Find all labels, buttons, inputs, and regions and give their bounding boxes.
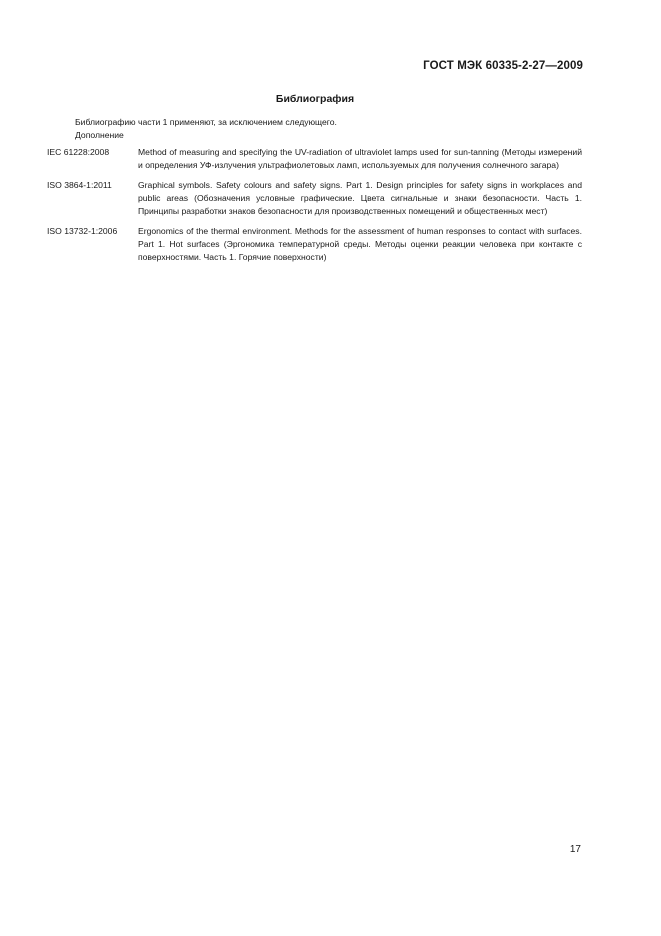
intro-paragraph xyxy=(75,116,337,142)
reference-list xyxy=(47,146,582,271)
page-number: 17 xyxy=(569,844,581,855)
reference-code: IEC 61228:2008 xyxy=(47,147,110,157)
reference-item xyxy=(47,179,582,218)
reference-item xyxy=(47,225,582,264)
standard-designation: ГОСТ МЭК 60335-2-27—2009 xyxy=(423,60,583,72)
reference-description: Method of measuring and specifying the UV-radiation of ultraviolet lamps used for sun-tanning (Методы измерений и определения УФ-излучения ультрафиолетовых ламп, используемых для получения солнечного загара) xyxy=(138,147,582,170)
reference-code: ISO 3864-1:2011 xyxy=(47,180,112,190)
intro-line: Дополнение xyxy=(75,130,124,140)
section-title: Библиография xyxy=(275,93,355,105)
reference-description: Graphical symbols. Safety colours and safety signs. Part 1. Design principles for safety signs in workplaces and public areas (Обозначения условные графические. Цвета сигнальные и знаки безопасности. Часть 1. Принципы разработки знаков безопасности для производственных помещений и общественных мест) xyxy=(138,180,582,216)
reference-item xyxy=(47,146,582,172)
reference-code: ISO 13732-1:2006 xyxy=(47,226,118,236)
reference-description: Ergonomics of the thermal environment. Methods for the assessment of human responses to contact with surfaces. Part 1. Hot surfaces (Эргономика температурной среды. Методы оценки реакции человека при контакте с поверхностями. Часть 1. Горячие поверхности) xyxy=(138,226,582,262)
intro-line: Библиографию части 1 применяют, за исключением следующего. xyxy=(75,117,337,127)
